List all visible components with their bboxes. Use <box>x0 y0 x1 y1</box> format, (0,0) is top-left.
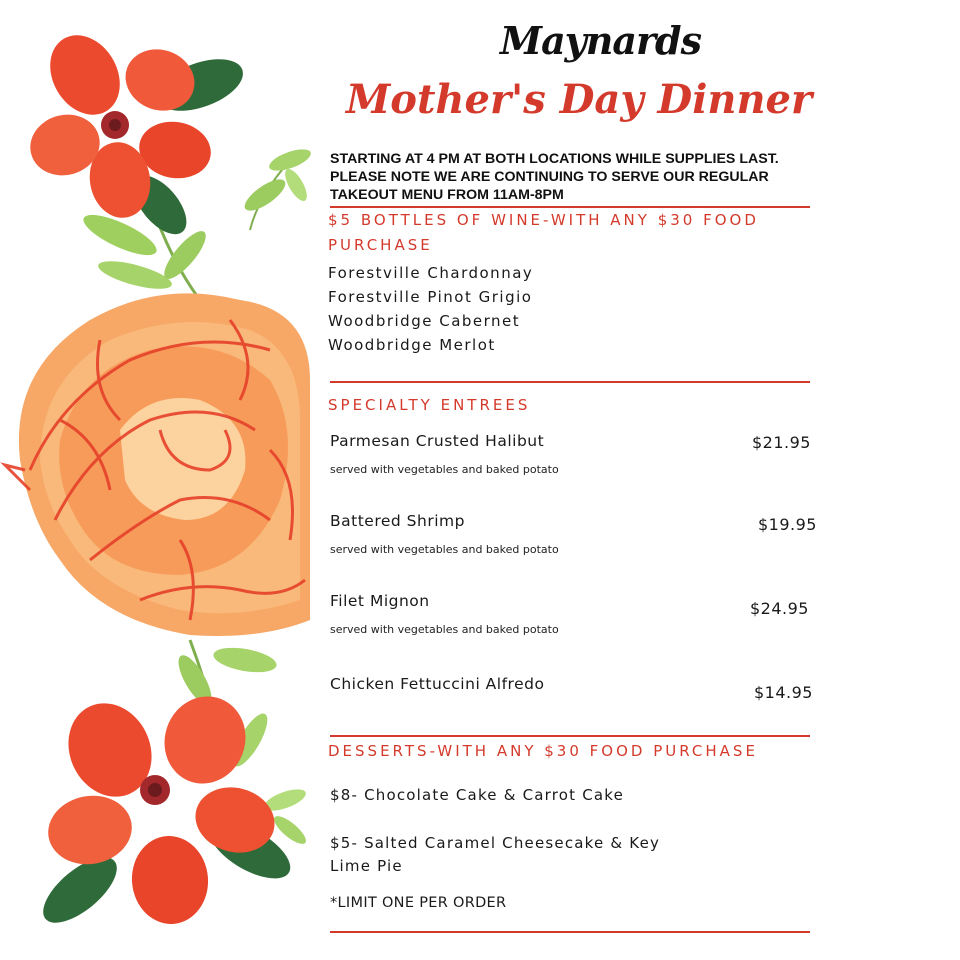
entree-price: $14.95 <box>754 683 813 702</box>
top-flower <box>23 23 249 244</box>
desserts-section-heading: DESSERTS-WITH ANY $30 FOOD PURCHASE <box>328 742 758 760</box>
entree-name: Chicken Fettuccini Alfredo <box>330 675 545 693</box>
divider <box>330 735 810 737</box>
wine-section-heading: $5 BOTTLES OF WINE-WITH ANY $30 FOOD PURCHASE <box>328 211 759 254</box>
brand-logo: Maynards <box>500 18 701 63</box>
wine-item: Forestville Chardonnay <box>328 264 534 282</box>
entree-name: Parmesan Crusted Halibut <box>330 432 545 450</box>
dessert-item: $5- Salted Caramel Cheesecake & Key Lime Pie <box>330 834 661 875</box>
entree-description: served with vegetables and baked potato <box>330 623 559 636</box>
dessert-item: $8- Chocolate Cake & Carrot Cake <box>330 786 625 804</box>
entrees-section-heading: SPECIALTY ENTREES <box>328 396 531 414</box>
page-title: Mother's Day Dinner <box>346 76 813 123</box>
entree-price: $21.95 <box>752 433 811 452</box>
entree-name: Filet Mignon <box>330 592 430 610</box>
wine-item: Woodbridge Cabernet <box>328 312 521 330</box>
entree-name: Battered Shrimp <box>330 512 465 530</box>
intro-notice: STARTING AT 4 PM AT BOTH LOCATIONS WHILE SUPPLIES LAST. PLEASE NOTE WE ARE CONTINUING TO SERVE OUR REGULAR TAKEOUT MENU FROM 11AM-8PM <box>330 151 779 203</box>
limit-note: *LIMIT ONE PER ORDER <box>330 895 507 911</box>
divider <box>330 381 810 383</box>
entree-description: served with vegetables and baked potato <box>330 543 559 556</box>
wine-item: Woodbridge Merlot <box>328 336 496 354</box>
wine-item: Forestville Pinot Grigio <box>328 288 533 306</box>
rose <box>5 293 310 636</box>
flower-artwork <box>0 0 320 960</box>
divider <box>330 931 810 933</box>
entree-price: $24.95 <box>750 599 809 618</box>
entree-price: $19.95 <box>758 515 817 534</box>
entree-description: served with vegetables and baked potato <box>330 463 559 476</box>
